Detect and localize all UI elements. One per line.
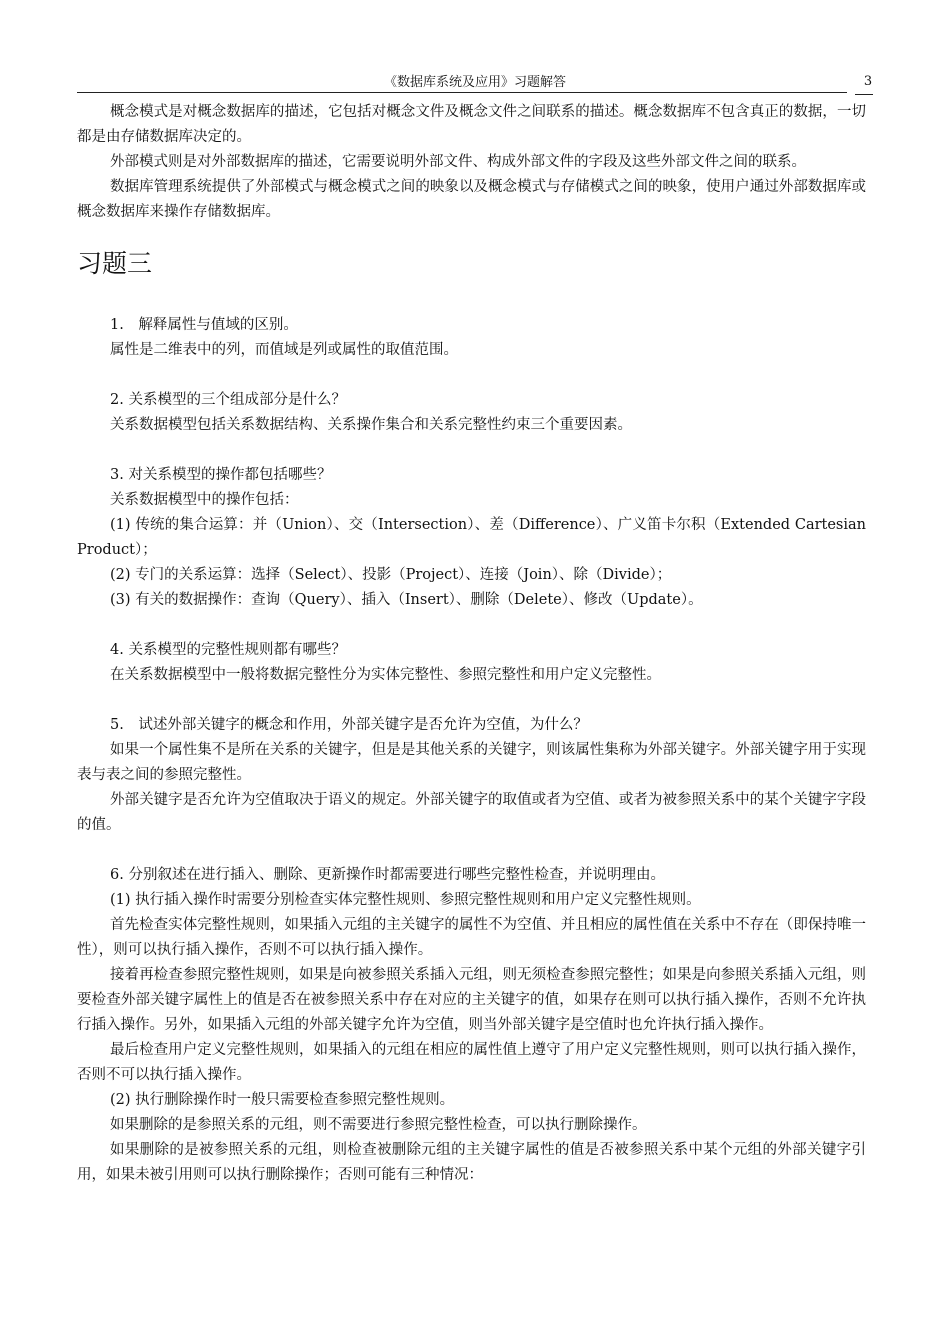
insert-check-paragraph-2: 接着再检查参照完整性规则，如果是向被参照关系插入元组，则无须检查参照完整性；如果是向参照关系插入元组，则要检查外部关键字属性上的值是否在被参照关系中存在对应的主关键字的值，如果存在则可以执行插入操作，否则不允许执行插入操作。另外，如果插入元组的外部关键字允许为空值，则当外部关键字是空值时也允许执行插入操作。 xyxy=(77,967,866,1033)
answer-3-item-2: (2) 专门的关系运算：选择（Select）、投影（Project）、连接（Join）、除（Divide）； xyxy=(110,567,672,583)
insert-check-paragraph-1: 首先检查实体完整性规则，如果插入元组的主关键字的属性不为空值、并且相应的属性值在关系中不存在（即保持唯一性），则可以执行插入操作，否则不可以执行插入操作。 xyxy=(77,917,866,958)
section-title: 习题三 xyxy=(77,249,153,278)
answer-3-item-1: (1) 传统的集合运算：并（Union）、交（Intersection）、差（Difference）、广义笛卡尔积（Extended Cartesian Product）； xyxy=(77,517,866,558)
insert-check-paragraph-3: 最后检查用户定义完整性规则，如果插入的元组在相应的属性值上遵守了用户定义完整性规则，则可以执行插入操作，否则不可以执行插入操作。 xyxy=(77,1042,866,1083)
insert-check-title: (1) 执行插入操作时需要分别检查实体完整性规则、参照完整性规则和用户定义完整性规则。 xyxy=(110,892,701,908)
page-number-rule xyxy=(855,94,873,95)
question-2: 2. 关系模型的三个组成部分是什么？ xyxy=(110,392,346,408)
delete-check-paragraph-2: 如果删除的是被参照关系的元组，则检查被删除元组的主关键字属性的值是否被参照关系中某个元组的外部关键字引用，如果未被引用则可以执行删除操作；否则可能有三种情况： xyxy=(77,1142,866,1183)
question-4: 4. 关系模型的完整性规则都有哪些？ xyxy=(110,642,346,658)
spacer xyxy=(77,838,866,863)
intro-paragraph-1: 概念模式是对概念数据库的描述，它包括对概念文件及概念文件之间联系的描述。概念数据库不包含真正的数据，一切都是由存储数据库决定的。 xyxy=(77,104,866,145)
spacer xyxy=(77,613,866,638)
delete-check-title: (2) 执行删除操作时一般只需要检查参照完整性规则。 xyxy=(110,1092,455,1108)
document-body xyxy=(77,100,866,1188)
intro-paragraph-3: 数据库管理系统提供了外部模式与概念模式之间的映象以及概念模式与存储模式之间的映象，使用户通过外部数据库或概念数据库来操作存储数据库。 xyxy=(77,179,866,220)
header-rule xyxy=(77,92,847,93)
page-number: 3 xyxy=(863,74,873,89)
delete-check-paragraph-1: 如果删除的是参照关系的元组，则不需要进行参照完整性检查，可以执行删除操作。 xyxy=(110,1117,647,1133)
intro-paragraph-2: 外部模式则是对外部数据库的描述，它需要说明外部文件、构成外部文件的字段及这些外部文件之间的联系。 xyxy=(110,154,806,170)
question-5: 5. 试述外部关键字的概念和作用，外部关键字是否允许为空值，为什么？ xyxy=(110,717,588,733)
answer-1: 属性是二维表中的列，而值域是列或属性的取值范围。 xyxy=(110,342,458,358)
spacer xyxy=(77,363,866,388)
running-title: 《数据库系统及应用》习题解答 xyxy=(383,75,566,90)
answer-3-intro: 关系数据模型中的操作包括： xyxy=(110,492,299,508)
question-3: 3. 对关系模型的操作都包括哪些？ xyxy=(110,467,332,483)
page-header xyxy=(0,0,950,100)
question-1: 1. 解释属性与值域的区别。 xyxy=(110,317,298,333)
answer-4: 在关系数据模型中一般将数据完整性分为实体完整性、参照完整性和用户定义完整性。 xyxy=(110,667,661,683)
spacer xyxy=(77,438,866,463)
answer-5-paragraph-2: 外部关键字是否允许为空值取决于语义的规定。外部关键字的取值或者为空值、或者为被参照关系中的某个关键字字段的值。 xyxy=(77,792,866,833)
question-6: 6. 分别叙述在进行插入、删除、更新操作时都需要进行哪些完整性检查，并说明理由。 xyxy=(110,867,665,883)
answer-2: 关系数据模型包括关系数据结构、关系操作集合和关系完整性约束三个重要因素。 xyxy=(110,417,632,433)
answer-5-paragraph-1: 如果一个属性集不是所在关系的关键字，但是是其他关系的关键字，则该属性集称为外部关键字。外部关键字用于实现表与表之间的参照完整性。 xyxy=(77,742,866,783)
answer-3-item-3: (3) 有关的数据操作：查询（Query）、插入（Insert）、删除（Delete）、修改（Update）。 xyxy=(110,592,703,608)
spacer xyxy=(77,688,866,713)
